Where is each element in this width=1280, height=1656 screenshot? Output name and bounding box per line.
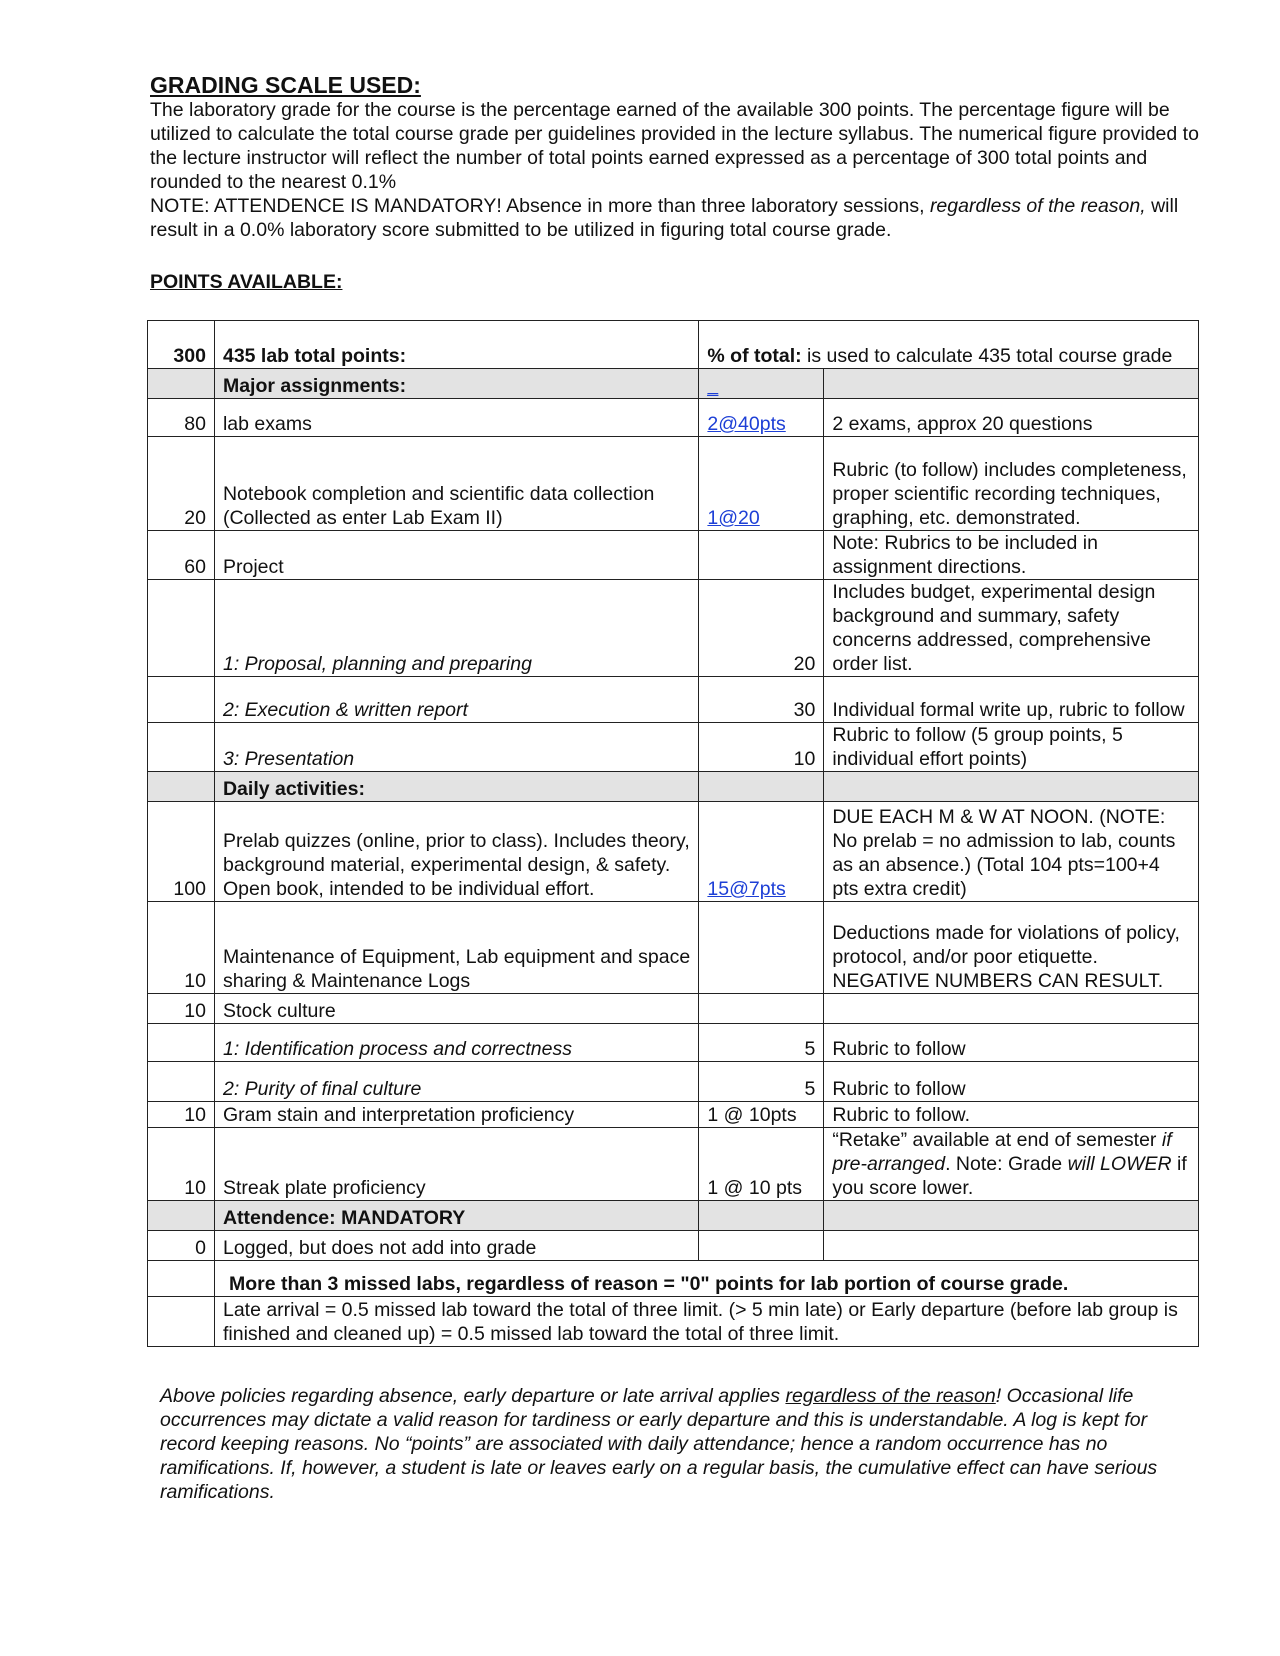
allocation-cell: 20 bbox=[699, 580, 824, 677]
late-arrival-rule: Late arrival = 0.5 missed lab toward the total of three limit. (> 5 min late) or Early departure (before lab group is finished and cleaned up) = 0.5 missed lab toward the total of three limit. bbox=[214, 1297, 1198, 1347]
points-cell: 60 bbox=[148, 531, 215, 580]
item-label: Stock culture bbox=[214, 994, 698, 1024]
allocation-cell: 1 @ 10 pts bbox=[699, 1128, 824, 1201]
section-label-major: Major assignments: bbox=[214, 369, 698, 399]
section-row-attendance bbox=[148, 1201, 1199, 1231]
points-cell: 10 bbox=[148, 1128, 215, 1201]
note-part: if you score lower. bbox=[832, 1153, 1187, 1199]
item-label: Prelab quizzes (online, prior to class). Includes theory, background material, experimental design, & safety. Open book, intended to be individual effort. bbox=[214, 802, 698, 902]
item-label: 1: Identification process and correctness bbox=[214, 1024, 698, 1062]
major-link[interactable]: _ bbox=[707, 375, 719, 397]
allocation-cell: 5 bbox=[699, 1024, 824, 1062]
page-content bbox=[150, 72, 1200, 294]
allocation-link[interactable]: 15@7pts bbox=[707, 878, 786, 900]
allocation-link[interactable]: 2@40pts bbox=[707, 413, 786, 435]
page-title: GRADING SCALE USED: bbox=[150, 72, 421, 98]
item-label: Gram stain and interpretation proficiency bbox=[214, 1102, 698, 1128]
points-cell: 80 bbox=[148, 399, 215, 437]
item-note: Deductions made for violations of policy, protocol, and/or poor etiquette. NEGATIVE NUMBERS CAN RESULT. bbox=[824, 902, 1199, 994]
table-header-row bbox=[148, 321, 1199, 369]
section-row-daily bbox=[148, 772, 1199, 802]
item-note: Includes budget, experimental design background and summary, safety concerns addressed, comprehensive order list. bbox=[824, 580, 1199, 677]
item-note: DUE EACH M & W AT NOON. (NOTE: No prelab = no admission to lab, counts as an absence.) (Total 104 pts=100+4 pts extra credit) bbox=[824, 802, 1199, 902]
footer-paragraph bbox=[160, 1384, 1200, 1504]
missed-labs-rule: More than 3 missed labs, regardless of reason = "0" points for lab portion of course grade. bbox=[214, 1261, 1198, 1297]
table-row bbox=[148, 1102, 1199, 1128]
note-part: . Note: Grade bbox=[945, 1153, 1068, 1175]
points-cell: 10 bbox=[148, 902, 215, 994]
item-note: Note: Rubrics to be included in assignment directions. bbox=[824, 531, 1199, 580]
table-row bbox=[148, 677, 1199, 723]
table-row bbox=[148, 1062, 1199, 1102]
section-row-major bbox=[148, 369, 1199, 399]
item-label: 2: Purity of final culture bbox=[214, 1062, 698, 1102]
allocation-cell: 10 bbox=[699, 723, 824, 772]
item-note: Rubric to follow bbox=[824, 1062, 1199, 1102]
late-arrival-row bbox=[148, 1297, 1199, 1347]
note-part: “Retake” available at end of semester bbox=[832, 1129, 1162, 1151]
item-label: 1: Proposal, planning and preparing bbox=[214, 580, 698, 677]
item-label: 3: Presentation bbox=[214, 723, 698, 772]
points-cell: 10 bbox=[148, 1102, 215, 1128]
points-heading: POINTS AVAILABLE: bbox=[150, 271, 343, 293]
percent-header-bold: % of total: bbox=[707, 345, 802, 367]
table-row bbox=[148, 1024, 1199, 1062]
section-label-daily: Daily activities: bbox=[214, 772, 698, 802]
percent-header bbox=[699, 321, 1199, 369]
points-cell: 10 bbox=[148, 994, 215, 1024]
table-row bbox=[148, 531, 1199, 580]
points-cell: 20 bbox=[148, 437, 215, 531]
attendance-note bbox=[150, 194, 1200, 242]
missed-labs-row bbox=[148, 1261, 1199, 1297]
table-row bbox=[148, 994, 1199, 1024]
allocation-cell: 5 bbox=[699, 1062, 824, 1102]
note-part: will LOWER bbox=[1067, 1153, 1172, 1175]
allocation-link[interactable]: 1@20 bbox=[707, 507, 760, 529]
table-row bbox=[148, 1231, 1199, 1261]
allocation-cell: 30 bbox=[699, 677, 824, 723]
item-note: Individual formal write up, rubric to follow bbox=[824, 677, 1199, 723]
item-note: Rubric to follow (5 group points, 5 individual effort points) bbox=[824, 723, 1199, 772]
item-label: Project bbox=[214, 531, 698, 580]
table-row bbox=[148, 437, 1199, 531]
percent-header-rest: is used to calculate 435 total course grade bbox=[801, 345, 1173, 367]
item-note: 2 exams, approx 20 questions bbox=[824, 399, 1199, 437]
item-note: Rubric to follow bbox=[824, 1024, 1199, 1062]
points-cell: 100 bbox=[148, 802, 215, 902]
points-cell: 0 bbox=[148, 1231, 215, 1261]
item-note: Rubric to follow. bbox=[824, 1102, 1199, 1128]
item-label: Streak plate proficiency bbox=[214, 1128, 698, 1201]
table-row bbox=[148, 580, 1199, 677]
item-label: Maintenance of Equipment, Lab equipment and space sharing & Maintenance Logs bbox=[214, 902, 698, 994]
footer-underlined: regardless of the reason bbox=[785, 1385, 996, 1407]
item-label: lab exams bbox=[214, 399, 698, 437]
note-start: NOTE: ATTENDENCE IS MANDATORY! Absence in more than three laboratory sessions, bbox=[150, 195, 930, 217]
section-label-attendance: Attendence: MANDATORY bbox=[214, 1201, 698, 1231]
item-label: Notebook completion and scientific data collection (Collected as enter Lab Exam II) bbox=[214, 437, 698, 531]
footer-part: Above policies regarding absence, early departure or late arrival applies bbox=[160, 1385, 786, 1407]
table-row bbox=[148, 399, 1199, 437]
intro-paragraph: The laboratory grade for the course is the percentage earned of the available 300 points. The percentage figure will be utilized to calculate the total course grade per guidelines provided in the lecture syllabus. The numerical figure provided to the lecture instructor will reflect the number of total points earned expressed as a percentage of 300 total points and rounded to the nearest 0.1% bbox=[150, 99, 1199, 193]
table-row bbox=[148, 723, 1199, 772]
footer-part: ! Occasional life occurrences may dictate a valid reason for tardiness or early departure and this is understandable. A log is kept for record keeping reasons. No “points” are associated with daily attendance; hence a random occurrence has no ramifications. If, however, a student is late or leaves early on a regular basis, the cumulative effect can have serious ramifications. bbox=[160, 1385, 1158, 1503]
allocation-cell: 1 @ 10pts bbox=[699, 1102, 824, 1128]
total-points-label: 435 lab total points: bbox=[214, 321, 698, 369]
item-note bbox=[824, 1128, 1199, 1201]
points-table bbox=[147, 320, 1199, 1347]
note-part: if pre-arranged bbox=[832, 1129, 1172, 1175]
table-row bbox=[148, 802, 1199, 902]
table-row bbox=[148, 1128, 1199, 1201]
item-label: 2: Execution & written report bbox=[214, 677, 698, 723]
item-note: Rubric (to follow) includes completeness, proper scientific recording techniques, graphing, etc. demonstrated. bbox=[824, 437, 1199, 531]
table-row bbox=[148, 902, 1199, 994]
note-end: will result in a 0.0% laboratory score submitted to be utilized in figuring total course grade. bbox=[150, 195, 1179, 241]
total-points-cell: 300 bbox=[148, 321, 215, 369]
note-italic: regardless of the reason, bbox=[929, 195, 1146, 217]
item-label: Logged, but does not add into grade bbox=[214, 1231, 698, 1261]
